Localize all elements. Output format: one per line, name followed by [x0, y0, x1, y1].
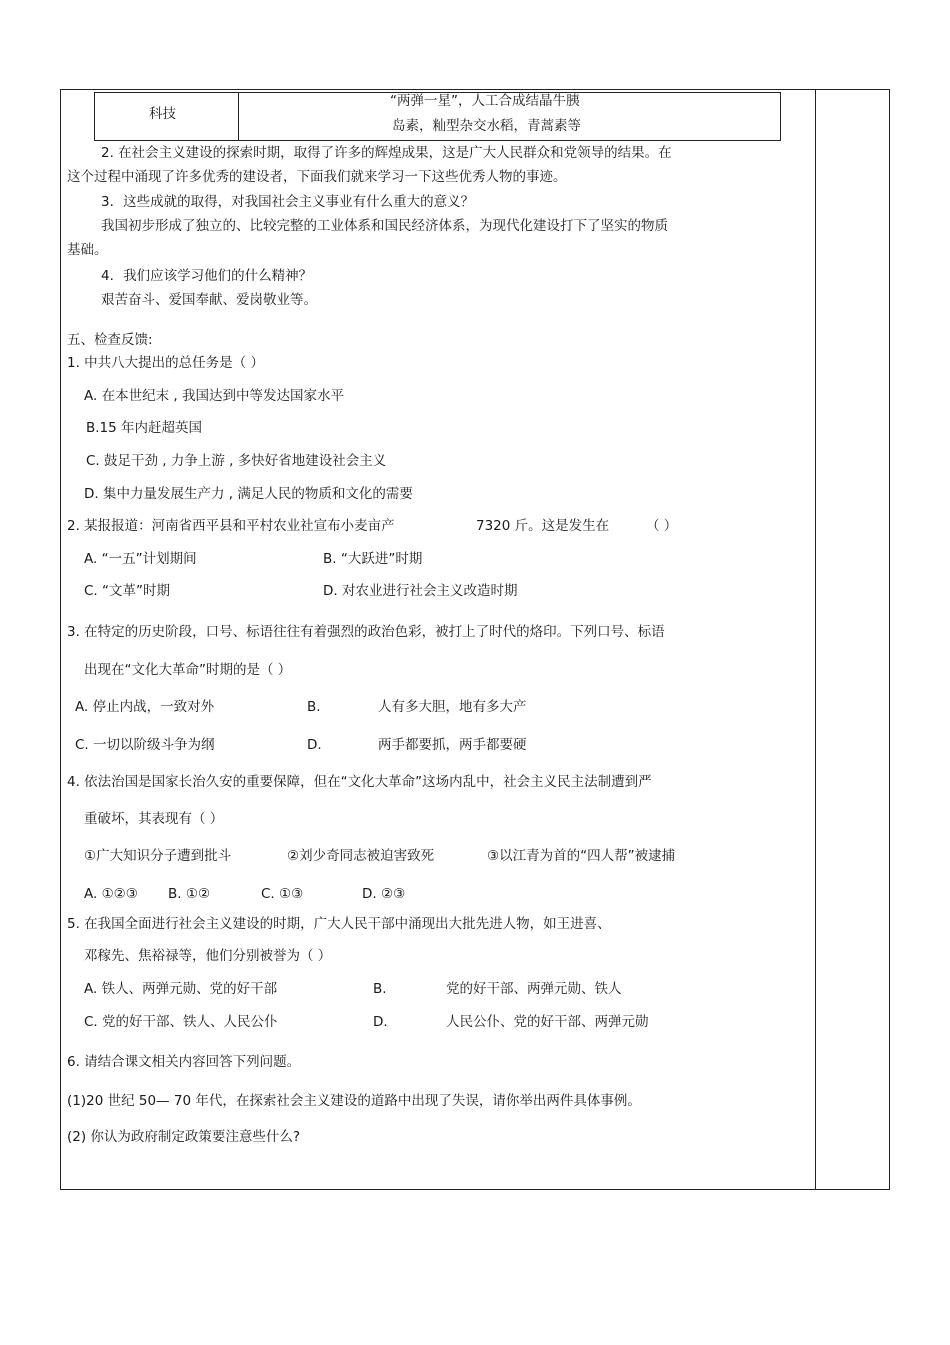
- q4-stem-1: 4. 依法治国是国家长治久安的重要保障，但在“文化大革命”这场内乱中，社会主义民主法制遭到严: [67, 774, 652, 790]
- section-title: 五、检查反馈:: [67, 332, 153, 348]
- q2-option-c: C. “文革”时期: [84, 583, 170, 599]
- table-line-2: 岛素，籼型杂交水稻，青蒿素等: [392, 118, 581, 134]
- q6-stem: 6. 请结合课文相关内容回答下列问题。: [67, 1054, 301, 1070]
- column-divider: [815, 89, 816, 1190]
- para-2-line-2: 这个过程中涌现了许多优秀的建设者，下面我们就来学习一下这些优秀人物的事迹。: [67, 169, 567, 185]
- q2-answer-blank: （ ）: [646, 518, 678, 534]
- q3-stem-1: 3. 在特定的历史阶段，口号、标语往往有着强烈的政治色彩，被打上了时代的烙印。下列口号、标语: [67, 624, 665, 640]
- para-3-question: 3．这些成就的取得，对我国社会主义事业有什么重大的意义？: [101, 194, 475, 210]
- q1-option-c: C. 鼓足干劲 , 力争上游 , 多快好省地建设社会主义: [86, 453, 387, 469]
- q2-stem-yield: 7320 斤。这是发生在: [476, 518, 610, 534]
- para-3-answer-2: 基础。: [67, 242, 108, 258]
- para-2-line-1: 2. 在社会主义建设的探索时期，取得了许多的辉煌成果，这是广大人民群众和党领导的结果。在: [101, 145, 672, 161]
- q1-option-b: B.15 年内赶超英国: [86, 420, 203, 436]
- table-line-1: “两弹一星”，人工合成结晶牛胰: [390, 93, 580, 109]
- q1-option-d: D. 集中力量发展生产力 , 满足人民的物质和文化的需要: [84, 486, 413, 502]
- q5-option-a: A. 铁人、两弹元勋、党的好干部: [84, 981, 278, 997]
- q5-option-d: 人民公仆、党的好干部、两弹元勋: [446, 1014, 649, 1030]
- q3-option-a: A. 停止内战，一致对外: [75, 699, 215, 715]
- q4-option-b: B. ①②: [168, 886, 211, 902]
- q6-sub-1: (1)20 世纪 50— 70 年代，在探索社会主义建设的道路中出现了失误，请你举出两件具体事例。: [67, 1093, 641, 1109]
- q1-option-a: A. 在本世纪末 , 我国达到中等发达国家水平: [84, 388, 344, 404]
- q4-option-d: D. ②③: [362, 886, 406, 902]
- table-label: 科技: [149, 106, 176, 122]
- q2-option-d: D. 对农业进行社会主义改造时期: [323, 583, 518, 599]
- q4-option-c: C. ①③: [261, 886, 304, 902]
- q4-option-a: A. ①②③: [84, 886, 138, 902]
- q2-stem: 2. 某报报道：河南省西平县和平村农业社宣布小麦亩产: [67, 518, 395, 534]
- q2-option-b: B. “大跃进”时期: [323, 551, 423, 567]
- q4-item-2: ②刘少奇同志被迫害致死: [287, 848, 435, 864]
- para-4-answer: 艰苦奋斗、爱国奉献、爱岗敬业等。: [101, 292, 317, 308]
- q3-option-d-letter: D.: [307, 737, 322, 753]
- q4-item-1: ①广大知识分子遭到批斗: [84, 848, 232, 864]
- q5-option-d-letter: D.: [373, 1014, 388, 1030]
- q5-stem-2: 邓稼先、焦裕禄等，他们分别被誉为（ ）: [84, 948, 332, 964]
- achievement-table-divider: [238, 92, 239, 141]
- q6-sub-2: (2) 你认为政府制定政策要注意些什么?: [67, 1129, 301, 1145]
- para-3-answer-1: 我国初步形成了独立的、比较完整的工业体系和国民经济体系，为现代化建设打下了坚实的物质: [101, 218, 668, 234]
- q3-option-b-letter: B.: [307, 699, 321, 715]
- para-4-question: 4．我们应该学习他们的什么精神？: [101, 268, 313, 284]
- q5-option-b: 党的好干部、两弹元勋、铁人: [446, 981, 622, 997]
- q3-option-c: C. 一切以阶级斗争为纲: [75, 737, 215, 753]
- q3-option-b: 人有多大胆，地有多大产: [378, 699, 527, 715]
- q4-item-3: ③以江青为首的“四人帮”被逮捕: [487, 848, 676, 864]
- q5-option-b-letter: B.: [373, 981, 387, 997]
- q5-stem-1: 5. 在我国全面进行社会主义建设的时期，广大人民干部中涌现出大批先进人物，如王进喜、: [67, 916, 611, 932]
- q1-stem: 1. 中共八大提出的总任务是（ ）: [67, 355, 264, 371]
- q5-option-c: C. 党的好干部、铁人、人民公仆: [84, 1014, 278, 1030]
- q3-stem-2: 出现在“文化大革命”时期的是（ ）: [84, 662, 292, 678]
- q3-option-d: 两手都要抓，两手都要硬: [378, 737, 527, 753]
- q2-option-a: A. “一五”计划期间: [84, 551, 197, 567]
- q4-stem-2: 重破坏，其表现有（ ）: [84, 811, 224, 827]
